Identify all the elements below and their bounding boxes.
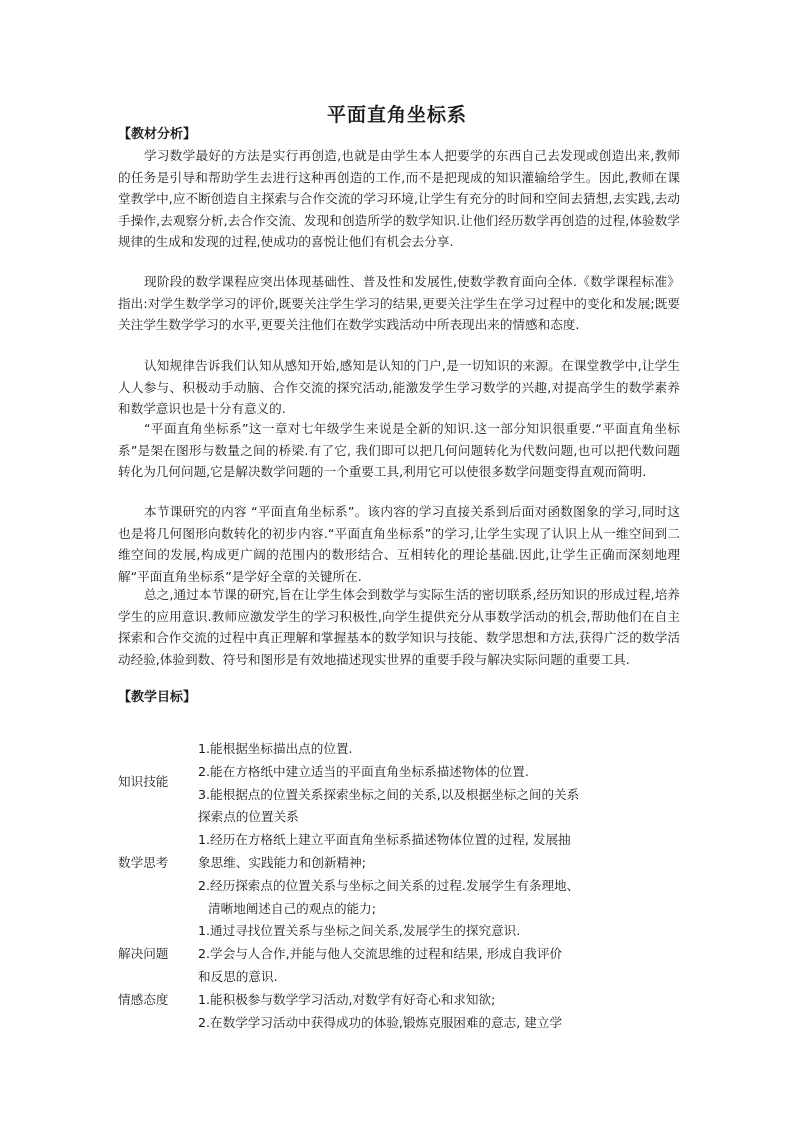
document-title: 平面直角坐标系: [326, 104, 467, 126]
goal-line: 1.能根据坐标描出点的位置.: [198, 741, 353, 756]
goal-line: 1.能积极参与数学学习活动,对数学有好奇心和求知欲;: [198, 991, 496, 1007]
goal-line: 1.通过寻找位置关系与坐标之间关系,发展学生的探究意识.: [198, 923, 521, 939]
goal-line: 1.经历在方格纸上建立平面直角坐标系描述物体位置的过程, 发展抽: [198, 832, 571, 848]
goal-line: 2.经历探索点的位置关系与坐标之间关系的过程.发展学生有条理地、: [198, 877, 580, 893]
paragraph-5: 本节课研究的内容 “平面直角坐标系”。该内容的学习直接关系到后面对函数图象的学习,同时这也是将几何图形向数转化的初步内容.“平面直角坐标系”的学习,让学生实现了认识上从一维空间到二维空间的发展,构成更广阔的范围内的数形结合、互相转化的理论基础.因此,让学生正确而深刻地理解“平面直角坐标系”是学好全章的关键所在.: [118, 504, 680, 584]
section-heading-analysis: 【教材分析】: [118, 127, 197, 142]
goal-row-knowledge: [118, 738, 678, 829]
goal-category: 知识技能: [118, 774, 169, 789]
goal-row-attitude: [118, 989, 678, 1035]
paragraph-2: 现阶段的数学课程应突出体现基础性、普及性和发展性,使数学教育面向全体.《数学课程标准》指出:对学生数学学习的评价,既要关注学生学习的结果,更要关注学生在学习过程中的变化和发展;既要关注学生数学学习的水平,更要关注他们在数学实践活动中所表现出来的情感和态度.: [118, 274, 680, 333]
goal-row-problem-solving: [118, 920, 678, 988]
goal-category: 解决问题: [118, 946, 169, 962]
goal-category: 数学思考: [118, 855, 169, 871]
section-heading-goals: 【教学目标】: [118, 690, 197, 705]
goal-line: 3.能根据点的位置关系探索坐标之间的关系,以及根据坐标之间的关系: [198, 786, 580, 802]
goal-line: 和反思的意识.: [198, 968, 278, 984]
goal-line: 清晰地阐述自己的观点的能力;: [208, 900, 376, 916]
goal-line: 2.在数学学习活动中获得成功的体验,锻炼克服困难的意志, 建立学: [198, 1014, 563, 1030]
goal-row-thinking: [118, 829, 678, 920]
goal-category: 情感态度: [118, 991, 169, 1007]
paragraph-3: 认知规律告诉我们认知从感知开始,感知是认知的门户,是一切知识的来源。在课堂教学中,让学生人人参与、积极动手动脑、合作交流的探究活动,能激发学生学习数学的兴趣,对提高学生的数学素养和数学意识也是十分有意义的.: [118, 358, 680, 417]
goal-line: 2.学会与人合作,并能与他人交流思维的过程和结果, 形成自我评价: [198, 946, 563, 962]
paragraph-6: 总之,通过本节课的研究,旨在让学生体会到数学与实际生活的密切联系,经历知识的形成过程,培养学生的应用意识.教师应激发学生的学习积极性,向学生提供充分从事数学活动的机会,帮助他们在自主探索和合作交流的过程中真正理解和掌握基本的数学知识与技能、数学思想和方法,获得广泛的数学活动经验,体验到数、符号和图形是有效地描述现实世界的重要手段与解决实际问题的重要工具.: [118, 587, 680, 667]
goal-line: 象思维、实践能力和创新精神;: [198, 854, 366, 870]
goal-line: 探索点的位置关系: [198, 809, 299, 825]
paragraph-4: “平面直角坐标系”这一章对七年级学生来说是全新的知识.这一部分知识很重要.“平面直角坐标系”是架在图形与数量之间的桥梁.有了它, 我们即可以把几何问题转化为代数问题,也可以把代数问题转化为几何问题,它是解决数学问题的一个重要工具,利用它可以使很多数学问题变得直观而简明.: [118, 421, 680, 480]
paragraph-1: 学习数学最好的方法是实行再创造,也就是由学生本人把要学的东西自己去发现或创造出来,教师的任务是引导和帮助学生去进行这种再创造的工作,而不是把现成的知识灌输给学生。因此,教师在课堂教学中,应不断创造自主探索与合作交流的学习环境,让学生有充分的时间和空间去猜想,去实践,去动手操作,去观察分析,去合作交流、发现和创造所学的数学知识.让他们经历数学再创造的过程,体验数学规律的生成和发现的过程,使成功的喜悦让他们有机会去分享.: [118, 148, 680, 250]
goals-table: [118, 738, 678, 1034]
goal-line: 2.能在方格纸中建立适当的平面直角坐标系描述物体的位置.: [198, 763, 529, 779]
